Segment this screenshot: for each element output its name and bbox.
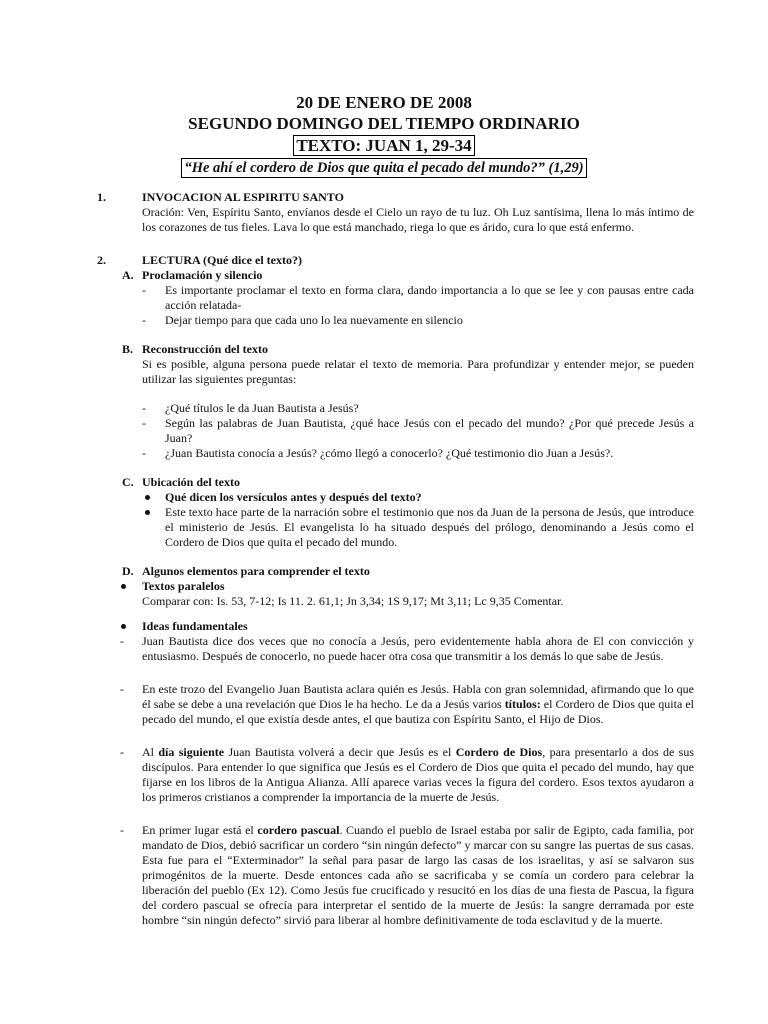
subsection-elements: [0, 564, 768, 579]
section-reading: [0, 253, 768, 268]
subsection-letter: C.: [122, 475, 134, 489]
section-invocation: [0, 190, 768, 235]
document-body: [0, 190, 768, 928]
subsection-location: [0, 475, 768, 550]
list-item: - Según las palabras de Juan Bautista, ¿qué hace Jesús con el pecado del mundo? ¿Por qué precede Jesús a Juan?: [142, 416, 694, 445]
list-item: - ¿Qué títulos le da Juan Bautista a Jesús?: [142, 401, 359, 415]
list-item: Este texto hace parte de la narración sobre el testimonio que nos da Juan de la persona de Jesús, que introduce el ministerio de Jesús. El evangelista lo ha situado después del prólogo, denominando a Jesús como el Cordero de Dios que quita el pecado del mundo.: [142, 505, 694, 550]
idea-paragraph: - Al día siguiente Juan Bautista volverá a decir que Jesús es el Cordero de Dios, para presentarlo a dos de sus discípulos. Para entender lo que significa que Jesús es el Cordero de Dios que quita el pecado del mundo, hay que fijarse en los libros de la Antigua Alianza. Allí aparece varias veces la figura del cordero. Esos textos ayudaron a los primeros cristianos a comprender la importancia de la muerte de Jesús.: [120, 745, 695, 804]
list-item: - ¿Juan Bautista conocía a Jesús? ¿cómo llegó a conocerlo? ¿Qué testimonio dio Juan a Jesús?.: [142, 446, 614, 460]
idea-paragraph: - Juan Bautista dice dos veces que no conocía a Jesús, pero evidentemente habla ahora de El con convicción y entusiasmo. Después de conocerlo, no puede hacer otra cosa que transmitir a los demás lo que sabe de Jesús.: [120, 634, 694, 663]
subsection-title: Reconstrucción del texto: [142, 342, 268, 356]
subsection-reconstruction: [0, 342, 768, 461]
quote-box: “He ahí el cordero de Dios que quita el pecado del mundo?” (1,29): [181, 158, 586, 178]
subsection-letter: D.: [122, 564, 134, 578]
section-number: 1.: [97, 190, 106, 204]
prayer-text: Oración: Ven, Espíritu Santo, envíanos desde el Cielo un rayo de tu luz. Oh Luz santísima, llena lo más íntimo de los corazones de tus fieles. Lava lo que está manchado, riega lo que es árido, cura lo que está enfermo.: [142, 205, 694, 234]
date-heading: 20 DE ENERO DE 2008: [296, 93, 472, 112]
bullet-icon: [120, 579, 130, 594]
question-list: [142, 401, 694, 461]
idea-paragraph: - En primer lugar está el cordero pascual. Cuando el pueblo de Israel estaba por salir de Egipto, cada familia, por mandato de Dios, debió sacrificar un cordero “sin ningún defecto” y marcar con su sangre las puertas de sus casas. Esta fue para el “Exterminador” la señal para pasar de largo las casas de los israelitas, y así se salvaron sus primogénitos de la muerte. Desde entonces cada año se sacrificaba y se comía un cordero para celebrar la liberación del pueblo (Ex 12). Como Jesús fue crucificado y resucitó en los días de una fiesta de Pascua, la figura del cordero pascual se ofrecía para interpretar el sentido de la muerte de Jesús: la sangre derramada por este hombre “sin ningún defecto” sirvió para liberar al hombre definitivamente de toda esclavitud y de la muerte.: [120, 823, 694, 927]
parallel-texts: [0, 579, 768, 609]
subsection-letter: A.: [122, 268, 134, 282]
ideas-heading: [0, 619, 768, 634]
list-item: Qué dicen los versículos antes y después del texto?: [142, 490, 694, 505]
idea-paragraph: - En este trozo del Evangelio Juan Bautista aclara quién es Jesús. Habla con gran solemnidad, afirmando que lo que él sabe se debe a una revelación que Dios le ha hecho. Le da a Jesús varios títulos: el Cordero de Dios que quita el pecado del mundo, el que existía desde antes, el que bautiza con Espíritu Santo, el Hijo de Dios.: [120, 682, 694, 726]
ideas-title: Ideas fundamentales: [142, 619, 248, 633]
section-number: 2.: [97, 253, 106, 267]
subsection-title: Ubicación del texto: [142, 475, 240, 489]
subsection-proclamation: [0, 268, 768, 328]
bullet-list: [142, 490, 694, 550]
bullet-icon: [120, 619, 130, 634]
document-header: [0, 92, 768, 178]
sunday-heading: SEGUNDO DOMINGO DEL TIEMPO ORDINARIO: [188, 114, 580, 133]
section-title: INVOCACION AL ESPIRITU SANTO: [142, 190, 344, 204]
subsection-intro: Si es posible, alguna persona puede relatar el texto de memoria. Para profundizar y entender mejor, se pueden utilizar las siguientes preguntas:: [142, 357, 694, 386]
subsection-letter: B.: [122, 342, 134, 356]
parallel-texts-title: Textos paralelos: [142, 579, 225, 593]
subsection-title: Proclamación y silencio: [142, 268, 263, 282]
section-title: LECTURA (Qué dice el texto?): [142, 253, 302, 267]
parallel-texts-body: Comparar con: Is. 53, 7-12; Is 11. 2. 61,1; Jn 3,34; 1S 9,17; Mt 3,11; Lc 9,35 Comentar.: [142, 594, 564, 608]
text-reference-box: TEXTO: JUAN 1, 29-34: [293, 135, 474, 156]
list-item: - Dejar tiempo para que cada uno lo lea nuevamente en silencio: [142, 313, 463, 327]
list-item: - Es importante proclamar el texto en forma clara, dando importancia a lo que se lee y con pausas entre cada acción relatada-: [142, 283, 694, 312]
dash-list: [142, 283, 694, 328]
subsection-title: Algunos elementos para comprender el texto: [142, 564, 370, 578]
